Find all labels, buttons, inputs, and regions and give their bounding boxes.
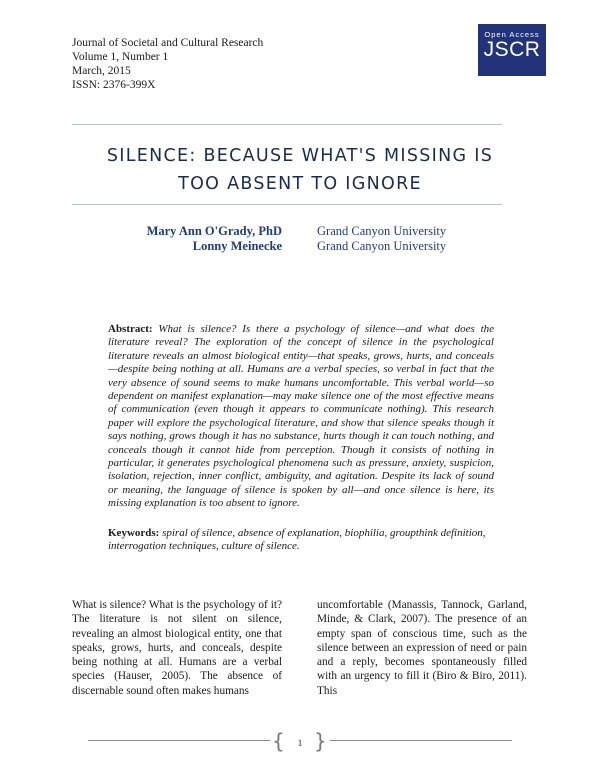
journal-issn: ISSN: 2376-399X — [72, 79, 156, 91]
abstract-label: Abstract: — [108, 323, 153, 335]
author-affiliation-2: Grand Canyon University — [317, 239, 447, 253]
logo-tagline: Open Access — [484, 30, 540, 39]
body-column-right: uncomfortable (Manassis, Tannock, Garland, Minde, & Clark, 2007). The presence of an empty span of conscious time, such as the silence between an expression of need or pain and a reply, becomes spontaneously filled with an urgency to fill it (Biro & Biro, 2011). This — [317, 599, 527, 697]
title-bottom-rule — [72, 204, 502, 205]
title-top-rule — [72, 124, 502, 125]
footer-rule-right — [330, 740, 512, 741]
title-line-2: TOO ABSENT TO IGNORE — [178, 174, 422, 194]
keywords-label: Keywords: — [108, 527, 160, 539]
logo-abbrev: JSCR — [483, 38, 541, 61]
footer-right-brace: } — [314, 729, 327, 753]
footer-rule-left — [88, 740, 270, 741]
keywords-text: spiral of silence, absence of explanation, biophilia, groupthink definition, interrogation techniques, culture of silence. — [108, 527, 486, 553]
journal-name: Journal of Societal and Cultural Research — [72, 37, 264, 49]
author-name-1: Mary Ann O'Grady, PhD — [146, 224, 282, 238]
abstract-text: What is silence? Is there a psychology of silence—and what does the literature reveal? The exploration of the concept of silence in the psychological literature reveals an almost biological entity—that speaks, grows, hurts, and conceals—despite being nothing at all. Humans are a verbal species, so verbal in fact that the very absence of sound seems to make humans uncomfortable. This verbal world—so dependent on manifest explanation—may make silence one of the most effective means of communication (even though it appears to communicate nothing). This research paper will explore the psychological literature, and show that silence speaks though it says nothing, grows though it has no substance, hurts though it can touch nothing, and conceals though it cannot hide from perception. Though it consists of nothing in particular, it generates psychological phenomena such as pressure, anxiety, suspicion, isolation, rejection, inner conflict, ambiguity, and agitation. Despite its lack of sound or meaning, the language of silence is spoken by all—and once silence is here, its missing explanation is too absent to ignore. — [108, 323, 495, 510]
page-number: 1 — [297, 738, 303, 748]
abstract — [108, 323, 494, 511]
title-line-1: SILENCE: BECAUSE WHAT'S MISSING IS — [106, 146, 494, 166]
paper-title — [72, 142, 528, 198]
journal-info — [72, 36, 263, 92]
journal-logo — [478, 24, 546, 76]
author-name-2: Lonny Meinecke — [192, 239, 282, 253]
keywords — [108, 527, 494, 554]
body-column-left: What is silence? What is the psychology of it? The literature is not silent on silence, revealing an almost biological entity, one that speaks, grows, hurts, and conceals, despite being nothing at all. Humans are a verbal species (Hauser, 2005). The absence of discernable sound often makes humans — [72, 599, 282, 697]
journal-date: March, 2015 — [72, 65, 131, 77]
journal-volume: Volume 1, Number 1 — [72, 51, 169, 63]
author-affiliation-1: Grand Canyon University — [317, 224, 447, 238]
footer-left-brace: { — [272, 729, 285, 753]
